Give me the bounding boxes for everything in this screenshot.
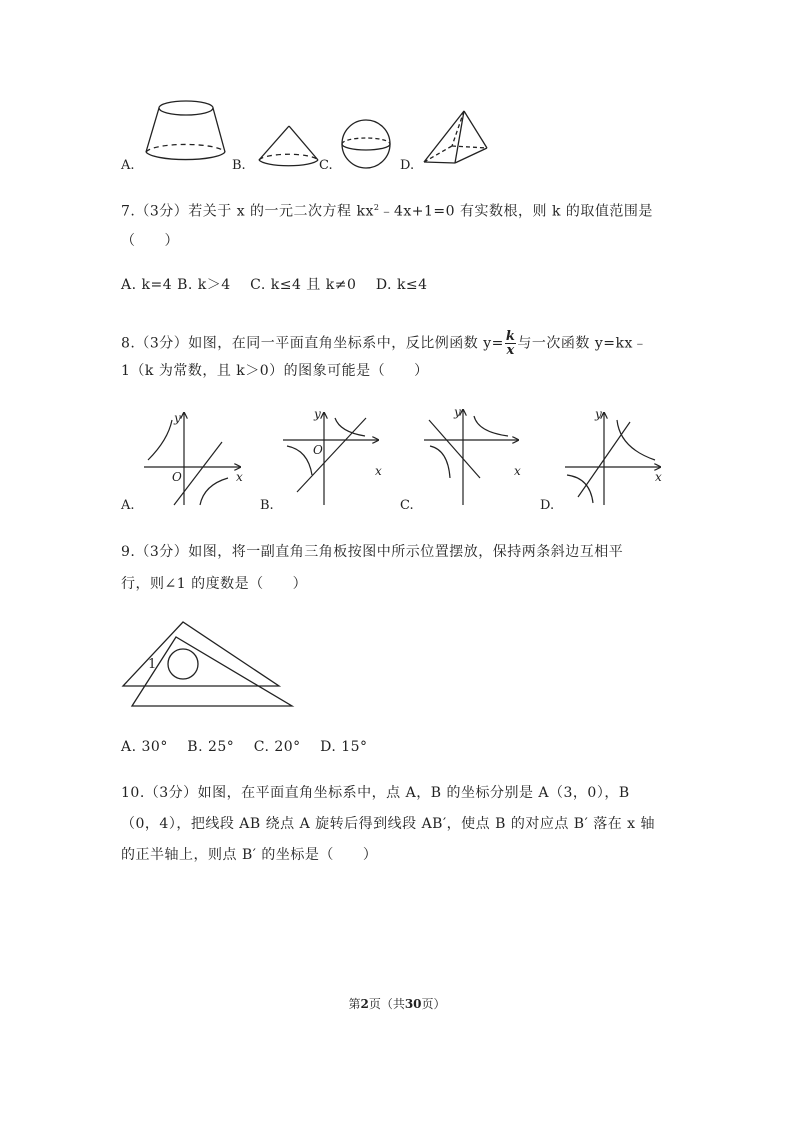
q8-stem-line1 <box>121 330 647 357</box>
q6-option-a[interactable]: A. <box>121 158 135 173</box>
footer-total-pages: 30 <box>404 997 422 1011</box>
q7-stem-text-a: 7.（3分）若关于 x 的一元二次方程 kx <box>121 203 374 220</box>
graph-d <box>565 413 660 505</box>
footer-prefix: 第 <box>348 997 361 1011</box>
q6-option-d[interactable]: D. <box>400 158 415 173</box>
graph-a-y-label: y <box>174 411 181 425</box>
q7-stem-line2: （ ） <box>121 233 179 249</box>
q6-option-c[interactable]: C. <box>319 158 333 173</box>
graph-a-origin-label: O <box>172 470 182 484</box>
q7-stem-line1 <box>121 199 653 221</box>
q7-exponent: 2 <box>373 203 380 212</box>
footer-page-number: 2 <box>360 997 369 1011</box>
q9-stem-line1: 9.（3分）如图，将一副直角三角板按图中所示位置摆放，保持两条斜边互相平 <box>121 544 624 560</box>
q9-stem-line2: 行，则∠1 的度数是（ ） <box>121 576 308 592</box>
q8-option-d[interactable]: D. <box>540 498 555 513</box>
q8-option-c[interactable]: C. <box>400 498 414 513</box>
fraction-denominator: x <box>506 343 515 358</box>
graph-c <box>424 410 518 505</box>
fraction-numerator: k <box>505 329 516 344</box>
graph-c-y-label: y <box>454 405 461 419</box>
graph-b-origin-label: O <box>313 443 323 457</box>
graph-d-y-label: y <box>595 407 602 421</box>
graph-b-x-label: x <box>375 464 382 478</box>
graph-c-x-label: x <box>514 464 521 478</box>
q8-option-a[interactable]: A. <box>121 498 135 513</box>
angle-1-label: 1 <box>148 657 157 672</box>
q7-options[interactable]: A. k=4 B. k＞4 C. k≤4 且 k≠0 D. k≤4 <box>121 277 428 293</box>
q7-stem-text-b: ﹣4x+1=0 有实数根，则 k 的取值范围是 <box>379 203 653 220</box>
q8-stem-text-a: 8.（3分）如图，在同一平面直角坐标系中，反比例函数 y= <box>121 335 504 352</box>
q8-stem-text-b: 与一次函数 y=kx﹣ <box>517 335 648 352</box>
footer-middle: 页（共 <box>368 997 405 1011</box>
graph-b-y-label: y <box>314 407 321 421</box>
fraction-k-over-x <box>505 330 517 357</box>
q8-option-b[interactable]: B. <box>260 498 274 513</box>
q8-stem-line2: 1（k 为常数，且 k＞0）的图象可能是（ ） <box>121 363 429 379</box>
graph-a <box>144 413 240 505</box>
graph-b <box>283 413 378 505</box>
q10-stem-line3: 的正半轴上，则点 B′ 的坐标是（ ） <box>121 847 378 863</box>
q9-options[interactable]: A. 30° B. 25° C. 20° D. 15° <box>121 739 368 755</box>
graph-d-x-label: x <box>655 470 662 484</box>
graph-a-x-label: x <box>236 470 243 484</box>
q10-stem-line1: 10.（3分）如图，在平面直角坐标系中，点 A，B 的坐标分别是 A（3，0），B <box>121 785 630 801</box>
page-footer <box>0 995 794 1012</box>
q6-option-b[interactable]: B. <box>232 158 246 173</box>
footer-suffix: 页） <box>421 997 446 1011</box>
q10-stem-line2: （0，4），把线段 AB 绕点 A 旋转后得到线段 AB′，使点 B 的对应点 B′ 落在 x 轴 <box>121 816 656 832</box>
